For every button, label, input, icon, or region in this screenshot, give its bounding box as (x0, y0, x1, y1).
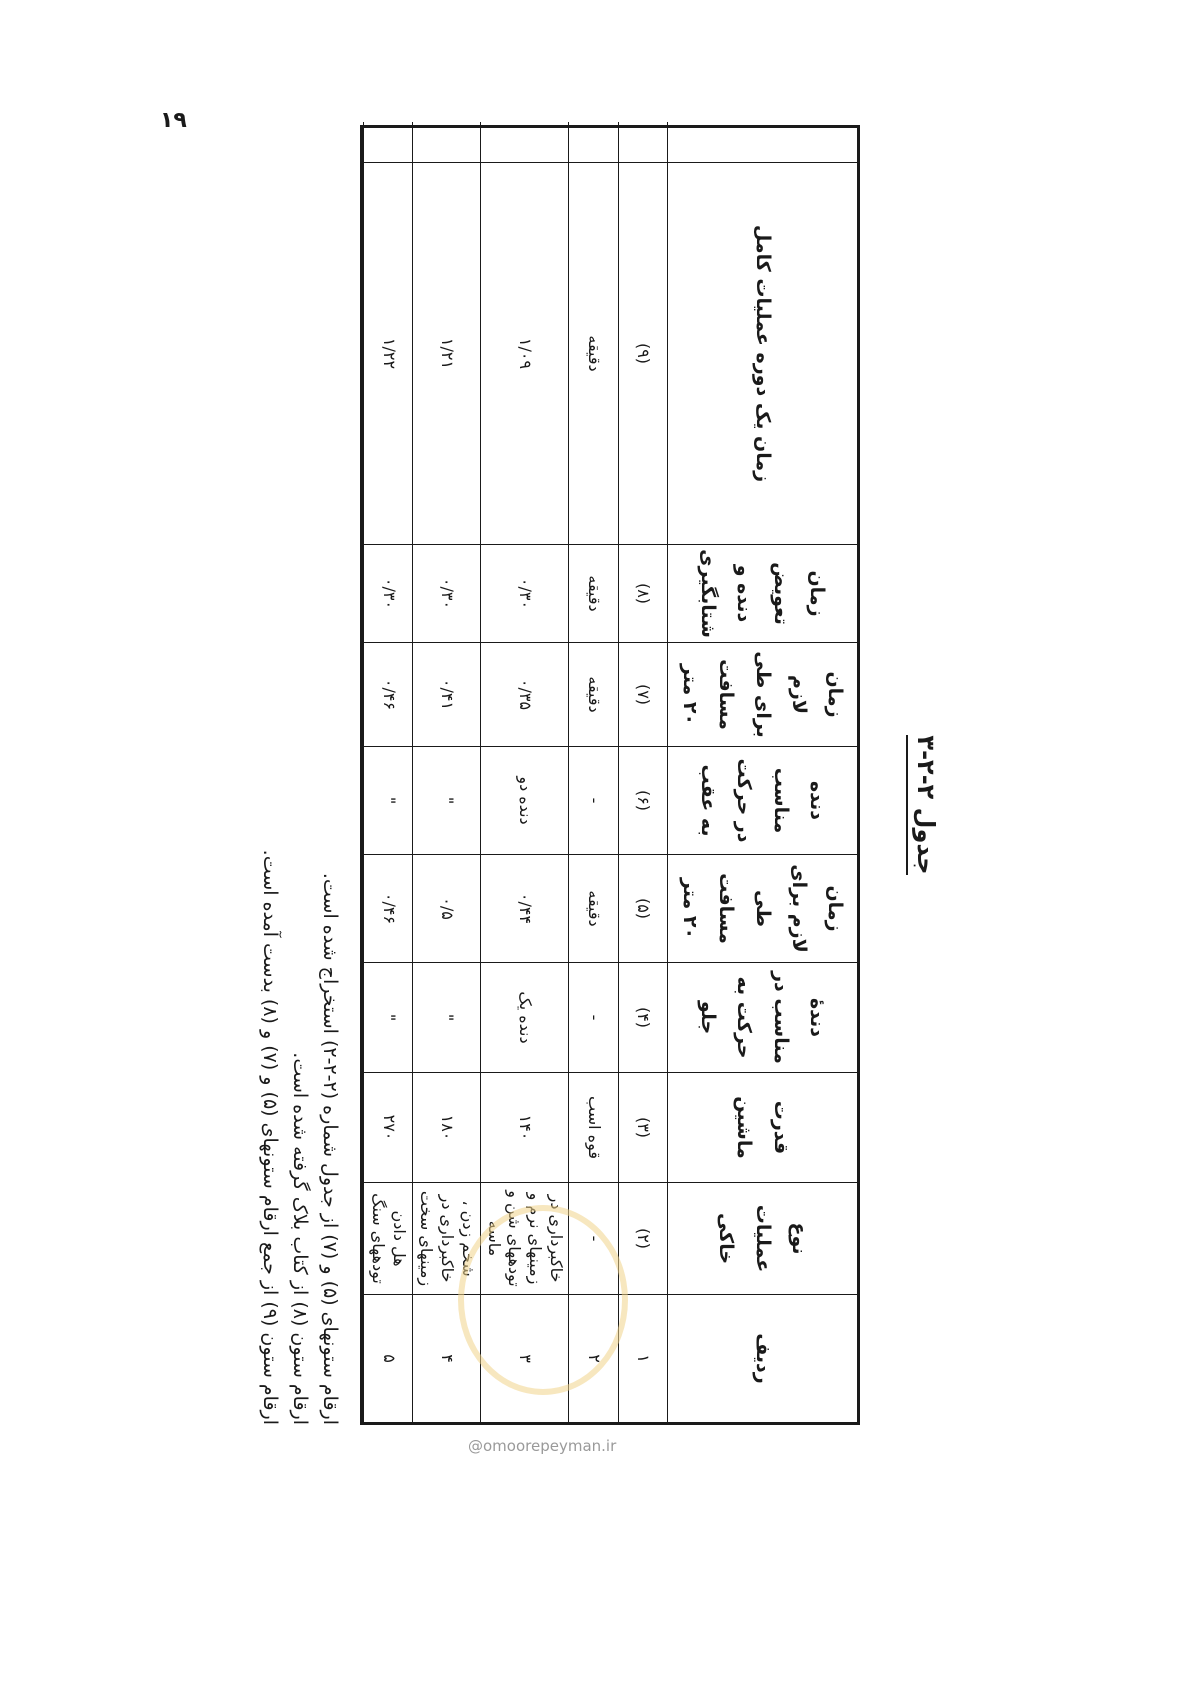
note-line: ارقام ستونهای (۵) و (۷) از جدول شماره (۲-۲-۲) استخراج شده است. (319, 872, 341, 1425)
table-cell: (۷) (618, 642, 667, 746)
header-spacer (667, 122, 857, 162)
header-row-number: ردیف (667, 1294, 857, 1422)
header-forward-gear: دندهٔ مناسب در حرکت به جلو (667, 962, 857, 1072)
header-reverse-gear: دنده مناسب در حرکت به عقب (667, 746, 857, 854)
watermark-seal (458, 1205, 628, 1395)
table-cell: - (568, 746, 617, 854)
table-cell: ۰/۳۰ (480, 544, 568, 642)
header-operation-type: نوع عملیات خاکی (667, 1182, 857, 1294)
data-table (360, 125, 860, 1425)
table-cell: " (412, 746, 479, 854)
table-cell: دقیقه (568, 854, 617, 962)
table-cell: - (568, 962, 617, 1072)
table-cell: (۳) (618, 1072, 667, 1182)
table-cell: خاکبرداری در زمینهای نرم و تودههای شن و ماسه (480, 1182, 568, 1294)
table-cell: (۵) (618, 854, 667, 962)
table-cell: ۰/۵ (412, 854, 479, 962)
table-cell: - (568, 1182, 617, 1294)
table-cell: دقیقه (568, 162, 617, 544)
table-cell-spacer (618, 122, 667, 162)
table-cell: دقیقه (568, 642, 617, 746)
table-cell: ۰/۴۶ (363, 854, 412, 962)
table-cell: ۵ (363, 1294, 412, 1422)
table-cell: (۴) (618, 962, 667, 1072)
table-cell: ۱/۰۹ (480, 162, 568, 544)
table-cell: ۰/۴۴ (480, 854, 568, 962)
header-forward-time: زمان لازم برای طی مسافت ۲۰ متر (667, 854, 857, 962)
note-line: ارقام ستون (۸) از کتاب بلاک گرفته شده است. (289, 1052, 311, 1425)
table-cell: (۲) (618, 1182, 667, 1294)
table-cell-spacer (412, 122, 479, 162)
table-cell: ۲ (568, 1294, 617, 1422)
table-cell: ۰/۴۶ (363, 642, 412, 746)
table-cell: " (363, 746, 412, 854)
table-cell: دنده دو (480, 746, 568, 854)
table-cell: ۲۷۰ (363, 1072, 412, 1182)
header-machine-power: قدرت ماشین (667, 1072, 857, 1182)
table-cell: دقیقه (568, 544, 617, 642)
page-number: ۱۹ (160, 108, 187, 133)
table-cell: ۴ (412, 1294, 479, 1422)
table-cell: ۱/۲۲ (363, 162, 412, 544)
table-cell: (۸) (618, 544, 667, 642)
header-cycle-time: زمان یک دوره عملیات کامل (667, 162, 857, 544)
table-cell-spacer (568, 122, 617, 162)
table-caption: جدول ۲-۲-۳ (906, 735, 940, 875)
table-cell: (۶) (618, 746, 667, 854)
note-line: ارقام ستون (۹) از جمع ارقام ستونهای (۵) و (۷) و (۸) بدست آمده است. (259, 849, 281, 1425)
table-cell: هل دادن تودههای سنگ (363, 1182, 412, 1294)
table-cell: ۰/۳۵ (480, 642, 568, 746)
table-cell: " (412, 962, 479, 1072)
header-gear-change-time: زمان تعویض دنده و شتابگیری (667, 544, 857, 642)
table-cell: ۰/۳۰ (363, 544, 412, 642)
table-notes (255, 465, 345, 1425)
rotated-table-page (259, 125, 940, 1425)
header-reverse-time: زمان لازم برای طی مسافت ۲۰ متر (667, 642, 857, 746)
table-cell: قوه اسب (568, 1072, 617, 1182)
watermark-text: @omoorepeyman.ir (468, 1437, 617, 1455)
table-cell: ۰/۳۰ (412, 544, 479, 642)
table-cell: دنده یک (480, 962, 568, 1072)
table-cell-spacer (363, 122, 412, 162)
table-cell-spacer (480, 122, 568, 162)
table-cell: شخم زدن ، خاکبرداری در زمینهای سخت (412, 1182, 479, 1294)
table-cell: ۳ (480, 1294, 568, 1422)
table-cell: ۰/۴۱ (412, 642, 479, 746)
table-cell: (۹) (618, 162, 667, 544)
table-cell: ۱/۲۱ (412, 162, 479, 544)
table-cell: " (363, 962, 412, 1072)
table-cell: ۱۸۰ (412, 1072, 479, 1182)
table-cell: ۱ (618, 1294, 667, 1422)
table-cell: ۱۴۰ (480, 1072, 568, 1182)
